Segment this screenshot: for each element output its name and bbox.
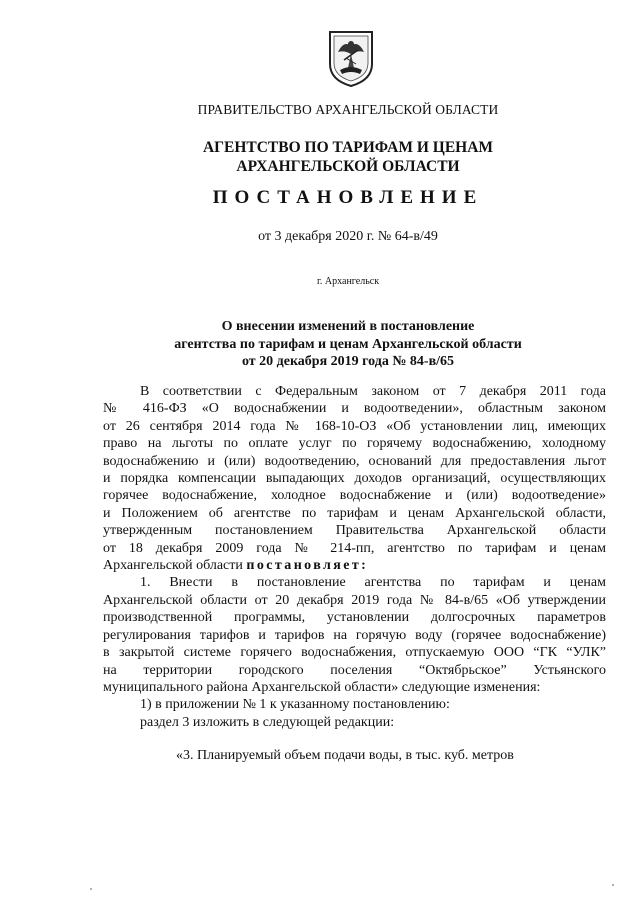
body-line: от 26 сентября 2014 года № 168-10-ОЗ «Об установлении лиц, имеющих [103,418,606,434]
body-line: регулирования тарифов и тарифов на горячую воду (горячее водоснабжение) [103,627,606,643]
sub-item-section: раздел 3 изложить в следующей редакции: [140,714,395,730]
body-line: и Положением об агентстве по тарифам и ценам Архангельской области, [103,505,606,521]
resolves-word: постановляет: [246,558,369,574]
body-line: водоснабжению и (или) водоотведению, оснований для предоставления льгот [103,453,606,469]
body-line: В соответствии с Федеральным законом от 7 декабря 2011 года [140,384,606,399]
body-line: Архангельской области от 20 декабря 2019 года № 84-в/65 «Об утверждении [103,592,606,608]
document-date-number: от 3 декабря 2020 г. № 64-в/49 [258,229,438,244]
body-line-text: Архангельской области [103,558,243,574]
document-type-title: ПОСТАНОВЛЕНИЕ [212,187,484,208]
coat-of-arms-emblem [326,30,376,88]
body-line: на территории городского поселения “Октябрьское” Устьянского [103,662,606,678]
document-body [103,383,606,731]
body-line: право на льготы по оплате услуг по горячему водоснабжению, холодному [103,436,606,452]
agency-name-line: АГЕНТСТВО ПО ТАРИФАМ И ЦЕНАМ [202,139,494,156]
body-line: от 18 декабря 2009 года № 214-пп, агентство по тарифам и ценам [103,540,606,556]
subject-line: от 20 декабря 2019 года № 84-в/65 [241,354,455,369]
body-line: и порядка компенсации выпадающих доходов организаций, осуществляющих [103,471,606,487]
agency-name [0,138,640,176]
body-line: утвержденным постановлением Правительства Архангельской области [103,523,606,539]
body-line: горячее водоснабжение, холодное водоснабжение и (или) водоотведение» [103,488,606,504]
body-line [103,557,606,574]
body-line: 1. Внести в постановление агентства по тарифам и ценам [140,575,606,591]
paragraph-preamble [103,383,606,574]
scan-speck [612,884,614,886]
government-name: ПРАВИТЕЛЬСТВО АРХАНГЕЛЬСКОЙ ОБЛАСТИ [197,102,499,117]
scan-speck [90,888,92,890]
document-subject [0,318,640,371]
agency-name-line: АРХАНГЕЛЬСКОЙ ОБЛАСТИ [236,158,460,175]
document-city: г. Архангельск [316,276,380,287]
sub-item-1: 1) в приложении № 1 к указанному постановлению: [140,697,450,713]
quoted-section-heading: «3. Планируемый объем подачи воды, в тыс. куб. метров [176,748,514,763]
subject-line: агентства по тарифам и ценам Архангельской области [174,336,522,352]
subject-line: О внесении изменений в постановление [221,319,475,334]
paragraph-item-1 [103,574,606,696]
body-line: № 416-ФЗ «О водоснабжении и водоотведении», областным законом [103,401,606,417]
body-line: производственной программы, установлении долгосрочных параметров [103,610,606,626]
body-line: муниципального района Архангельской области» следующие изменения: [103,679,541,695]
body-line: в закрытой системе горячего водоснабжения, отпускаемую ООО “ГК “УЛК” [103,645,606,661]
